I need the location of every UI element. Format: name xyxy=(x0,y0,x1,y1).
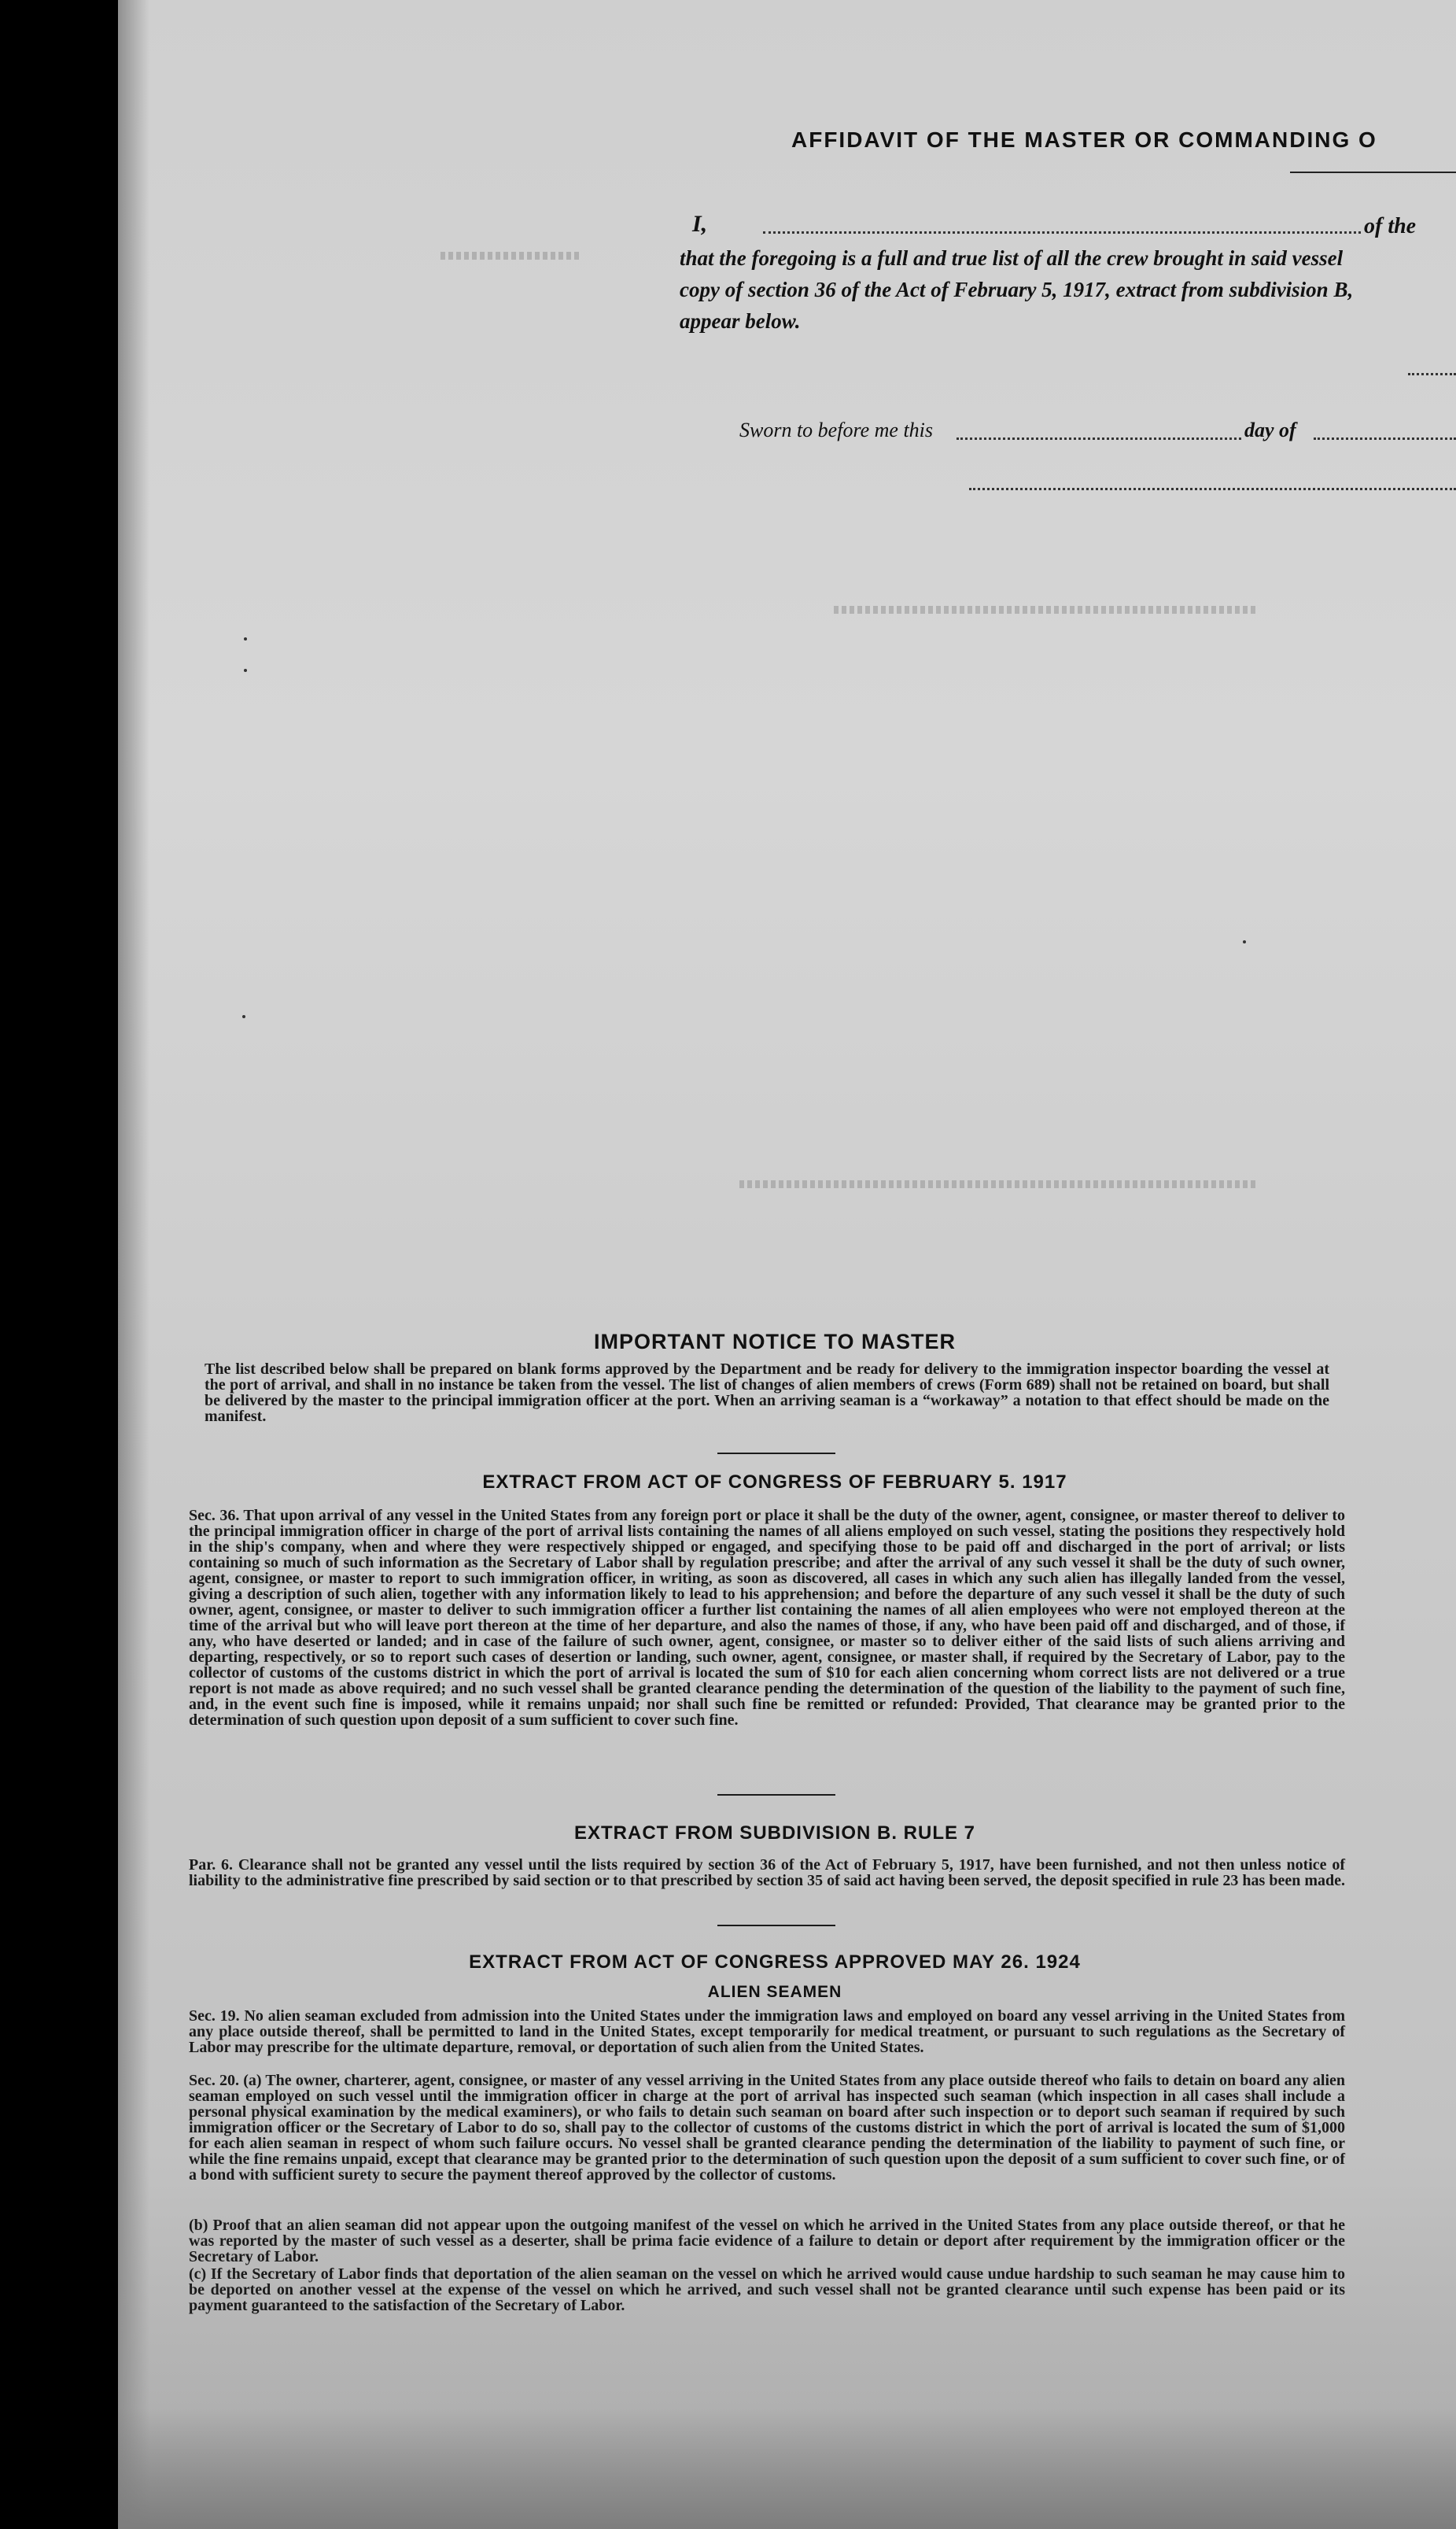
sec-20b-text: (b) Proof that an alien seaman did not appear upon the outgoing manifest of the vessel on which he arrived in the United States from any place outside thereof, or that he was reported by the master of such vessel as a deserter, shall be prima facie evidence of a failure to detain or deport after requirement by the immigration officer or the Secretary of Labor. xyxy=(189,2217,1345,2265)
affidavit-line-1: that the foregoing is a full and true list of all the crew brought in said vessel xyxy=(680,246,1344,270)
day-of-label: day of xyxy=(1244,419,1296,441)
alien-seamen-subtitle: ALIEN SEAMEN xyxy=(707,1983,842,2001)
speck xyxy=(1243,940,1246,943)
page-bottom-shadow xyxy=(118,2408,1456,2529)
month-line xyxy=(1314,437,1456,440)
extract-1917-title: EXTRACT FROM ACT OF CONGRESS OF FEBRUARY 5. 1917 xyxy=(482,1471,1067,1493)
separator xyxy=(717,1453,835,1454)
bleed-through-mark xyxy=(440,252,582,260)
speck xyxy=(244,637,247,641)
affidavit-title: AFFIDAVIT OF THE MASTER OR COMMANDING O xyxy=(791,127,1377,152)
separator xyxy=(717,1794,835,1796)
title-underline xyxy=(1290,172,1456,173)
affidavit-i-label: I, xyxy=(692,211,708,237)
sworn-label: Sworn to before me this xyxy=(739,419,934,441)
bleed-through-mark xyxy=(739,1180,1259,1188)
speck xyxy=(242,1015,245,1018)
affidavit-line-2: copy of section 36 of the Act of February 5, 1917, extract from subdivision B, xyxy=(680,278,1354,301)
speck xyxy=(244,669,247,672)
sec-20c-text: (c) If the Secretary of Labor finds that deportation of the alien seaman on the vessel on which he arrived would cause undue hardship to such seaman he may cause him to be deported on another vessel at the expense of the vessel on which he arrived, and such vessel shall not be granted clearance until such expense has been paid or its payment guaranteed to the satisfaction of the Secretary of Labor. xyxy=(189,2265,1345,2314)
page-edge-shadow xyxy=(118,0,149,2529)
sec-19-text: Sec. 19. No alien seaman excluded from admission into the United States under the immigration laws and employed on board any vessel arriving in the United States from any place outside thereof, shall be permitted to land in the United States, except temporarily for medical treatment, or pursuant to such regulations as the Secretary of Labor may prescribe for the ultimate departure, removal, or deportation of such alien from the United States. xyxy=(189,2007,1345,2056)
extract-1917-text: Sec. 36. That upon arrival of any vessel in the United States from any foreign port or place it shall be the duty of the owner, agent, consignee, or master thereof to deliver to the principal immigration officer in charge of the port of arrival lists containing the names of all aliens employed on such vessel, stating the positions they respectively hold in the ship's company, when and where they were respectively shipped or engaged, and specifying those to be paid off and discharged in the port of arrival; or lists containing so much of such information as the Secretary of Labor shall by regulation prescribe; and after the arrival of any such vessel it shall be the duty of such owner, agent, consignee, or master to report to such immigration officer, in writing, as soon as discovered, all cases in which any such alien has illegally landed from the vessel, giving a description of such alien, together with any information likely to lead to his apprehension; and before the departure of any such vessel it shall be the duty of such owner, agent, consignee, or master to deliver to such immigration officer a further list containing the names of all alien employees who were not employed thereon at the time of the arrival but who will leave port thereon at the time of her departure, and also the names of those, if any, who have been paid off and discharged, and of those, if any, who have deserted or landed; and in case of the failure of such owner, agent, consignee, or master so to deliver either of the said lists of such aliens arriving and departing, respectively, or so to report such cases of desertion or landing, such owner, agent, consignee, or master shall, if required by the Secretary of Labor, pay to the collector of customs of the customs district in which the port of arrival is located the sum of $10 for each alien concerning whom correct lists are not delivered or a true report is not made as above required; and no such vessel shall be granted clearance pending the determination of the question of the liability to the payment of such fine, and, in the event such fine is imposed, while it remains unpaid; nor shall such fine be remitted or refunded: Provided, That clearance may be granted prior to the determination of such question upon deposit of a sum sufficient to cover such fine. xyxy=(189,1507,1345,1729)
officer-signature-line xyxy=(969,488,1456,490)
rule-7-title: EXTRACT FROM SUBDIVISION B. RULE 7 xyxy=(573,1822,976,1844)
sec-20a-text: Sec. 20. (a) The owner, charterer, agent, consignee, or master of any vessel arriving in the United States from any place outside thereof who fails to detain on board any alien seaman employed on such vessel until the immigration officer in charge at the port of arrival has inspected such seaman (which inspection in all cases shall include a personal physical examination by the medical examiners), or who fails to detain such seaman on board after such inspection or to deport such seaman if required by such immigration officer or the Secretary of Labor to do so, shall pay to the collector of customs of the customs district in which the port of arrival is located the sum of $1,000 for each alien seaman in respect of whom such failure occurs. No vessel shall be granted clearance pending the determination of the liability to payment of such fine, or while the fine remains unpaid, except that clearance may be granted prior to the determination of such question upon the deposit of a sum sufficient to cover such fine, or of a bond with sufficient surety to secure the payment thereof approved by the collector of customs. xyxy=(189,2072,1345,2184)
separator xyxy=(717,1925,835,1926)
notice-title: IMPORTANT NOTICE TO MASTER xyxy=(594,1330,956,1353)
name-field-line xyxy=(763,231,1361,234)
sworn-date-line xyxy=(957,437,1241,440)
extract-1924-title: EXTRACT FROM ACT OF CONGRESS APPROVED MAY 26. 1924 xyxy=(469,1951,1081,1973)
notice-text: The list described below shall be prepared on blank forms approved by the Department and be ready for delivery to the immigration inspector boarding the vessel at the port of arrival, and shall in no instance be taken from the vessel. The list of changes of alien members of crews (Form 689) shall not be retained on board, but shall be delivered by the master to the principal immigration officer at the port. When an arriving seaman is a “workaway” a notation to that effect should be made on the manifest. xyxy=(205,1360,1329,1425)
rule-7-text: Par. 6. Clearance shall not be granted any vessel until the lists required by section 36 of the Act of February 5, 1917, have been furnished, and not then unless notice of liability to the administrative fine prescribed by said section or to that prescribed by section 35 of said act having been served, the deposit specified in rule 23 has been made. xyxy=(189,1856,1345,1889)
signature-line xyxy=(1408,373,1456,375)
affidavit-of-the: of the xyxy=(1364,214,1417,238)
bleed-through-mark xyxy=(834,606,1259,614)
affidavit-line-3: appear below. xyxy=(680,309,801,333)
